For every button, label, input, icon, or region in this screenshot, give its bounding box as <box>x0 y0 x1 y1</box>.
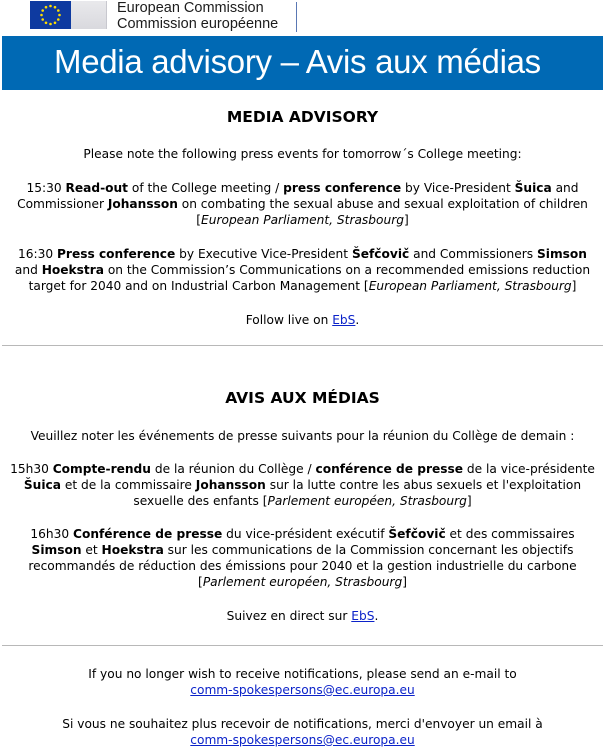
event-time: 16h30 <box>30 527 74 541</box>
english-event-1 <box>8 180 597 228</box>
event-text: and Commissioners <box>409 247 538 261</box>
event-text: and <box>14 263 42 277</box>
english-section-title: MEDIA ADVISORY <box>226 108 379 126</box>
banner-title: Media advisory – Avis aux médias <box>54 43 541 80</box>
unsubscribe-fr: Si vous ne souhaitez plus recevoir de notifications, merci d'envoyer un email à <box>62 717 543 731</box>
event-speaker: Johansson <box>107 197 178 211</box>
event-text: et de la commissaire <box>60 478 196 492</box>
follow-end: . <box>355 313 360 327</box>
event-text: on combating the sexual abuse and sexual exploitation of children [ <box>177 197 588 227</box>
french-event-1 <box>8 461 597 509</box>
event-text: de la réunion du Collège / <box>150 462 316 476</box>
event-highlight: Press conference <box>57 247 176 261</box>
event-text: ] <box>403 213 409 227</box>
event-location: Parlement européen, Strasbourg <box>267 494 467 508</box>
event-highlight: Read-out <box>65 181 129 195</box>
unsubscribe-en: If you no longer wish to receive notifications, please send an e-mail to <box>88 667 517 681</box>
header-divider <box>296 2 297 32</box>
event-text: on the Commission’s Communications on a recommended emissions reduction target for 2040 and on Industrial Carbon Management [ <box>28 263 591 293</box>
event-speaker: Johansson <box>195 478 266 492</box>
event-highlight: conférence de presse <box>315 462 464 476</box>
event-text: du vice-président exécutif <box>222 527 389 541</box>
event-text: ] <box>466 494 472 508</box>
event-text: et <box>81 543 102 557</box>
title-banner <box>2 36 603 90</box>
english-event-2 <box>8 246 597 294</box>
eu-flag-icon <box>30 1 71 29</box>
event-highlight: press conference <box>283 181 402 195</box>
event-text: by Vice-President <box>401 181 515 195</box>
ebs-link[interactable]: EbS <box>351 609 375 623</box>
commission-name <box>117 0 278 32</box>
follow-text: Suivez en direct sur <box>226 609 352 623</box>
spokespersons-email-link-en[interactable]: comm-spokespersons@ec.europa.eu <box>190 683 415 697</box>
english-intro: Please note the following press events for tomorrow´s College meeting: <box>83 147 522 161</box>
french-event-2 <box>8 526 597 590</box>
french-intro: Veuillez noter les événements de presse suivants pour la réunion du Collège de demain : <box>30 429 575 443</box>
english-follow <box>8 312 597 328</box>
french-section-title: AVIS AUX MÉDIAS <box>225 389 380 407</box>
event-location: European Parliament, Strasbourg <box>368 279 572 293</box>
event-speaker: Šefčovič <box>351 247 410 261</box>
french-follow <box>8 608 597 624</box>
event-text: ] <box>571 279 577 293</box>
event-highlight: Conférence de presse <box>73 527 223 541</box>
event-time: 15h30 <box>10 462 53 476</box>
section-divider <box>2 645 603 646</box>
follow-end: . <box>374 609 379 623</box>
event-highlight: Compte-rendu <box>52 462 151 476</box>
event-text: of the College meeting / <box>128 181 284 195</box>
event-text: sur les communications de la Commission concernant les objectifs recommandés de réduction des émissions pour 2040 et la gestion industrielle du carbone [ <box>28 543 577 589</box>
event-location: Parlement européen, Strasbourg <box>202 575 403 589</box>
logo-bevel <box>71 1 107 29</box>
event-text: and Commissioner <box>17 181 579 211</box>
follow-text: Follow live on <box>245 313 333 327</box>
ebs-link[interactable]: EbS <box>332 313 356 327</box>
event-text: et des commissaires <box>445 527 575 541</box>
event-speaker: Simson <box>537 247 587 261</box>
event-speaker: Šuica <box>514 181 552 195</box>
unsubscribe-en-email-row <box>8 682 597 698</box>
event-speaker: Šuica <box>23 478 61 492</box>
event-time: 16:30 <box>18 247 57 261</box>
event-location: European Parliament, Strasbourg <box>201 213 404 227</box>
event-text: ] <box>402 575 407 589</box>
unsubscribe-fr-email-row <box>8 732 597 748</box>
event-text: by Executive Vice-President <box>175 247 352 261</box>
commission-name-fr: Commission européenne <box>117 16 279 32</box>
event-speaker: Hoekstra <box>101 543 164 557</box>
section-divider <box>2 345 603 346</box>
page-header <box>0 0 605 35</box>
event-text: sur la lutte contre les abus sexuels et l'exploitation sexuelle des enfants [ <box>133 478 582 508</box>
event-speaker: Šefčovič <box>388 527 446 541</box>
event-speaker: Hoekstra <box>41 263 104 277</box>
commission-name-en: European Commission <box>117 0 264 16</box>
event-text: de la vice-présidente <box>463 462 595 476</box>
event-time: 15:30 <box>26 181 66 195</box>
event-speaker: Simson <box>31 543 82 557</box>
spokespersons-email-link-fr[interactable]: comm-spokespersons@ec.europa.eu <box>190 733 415 747</box>
